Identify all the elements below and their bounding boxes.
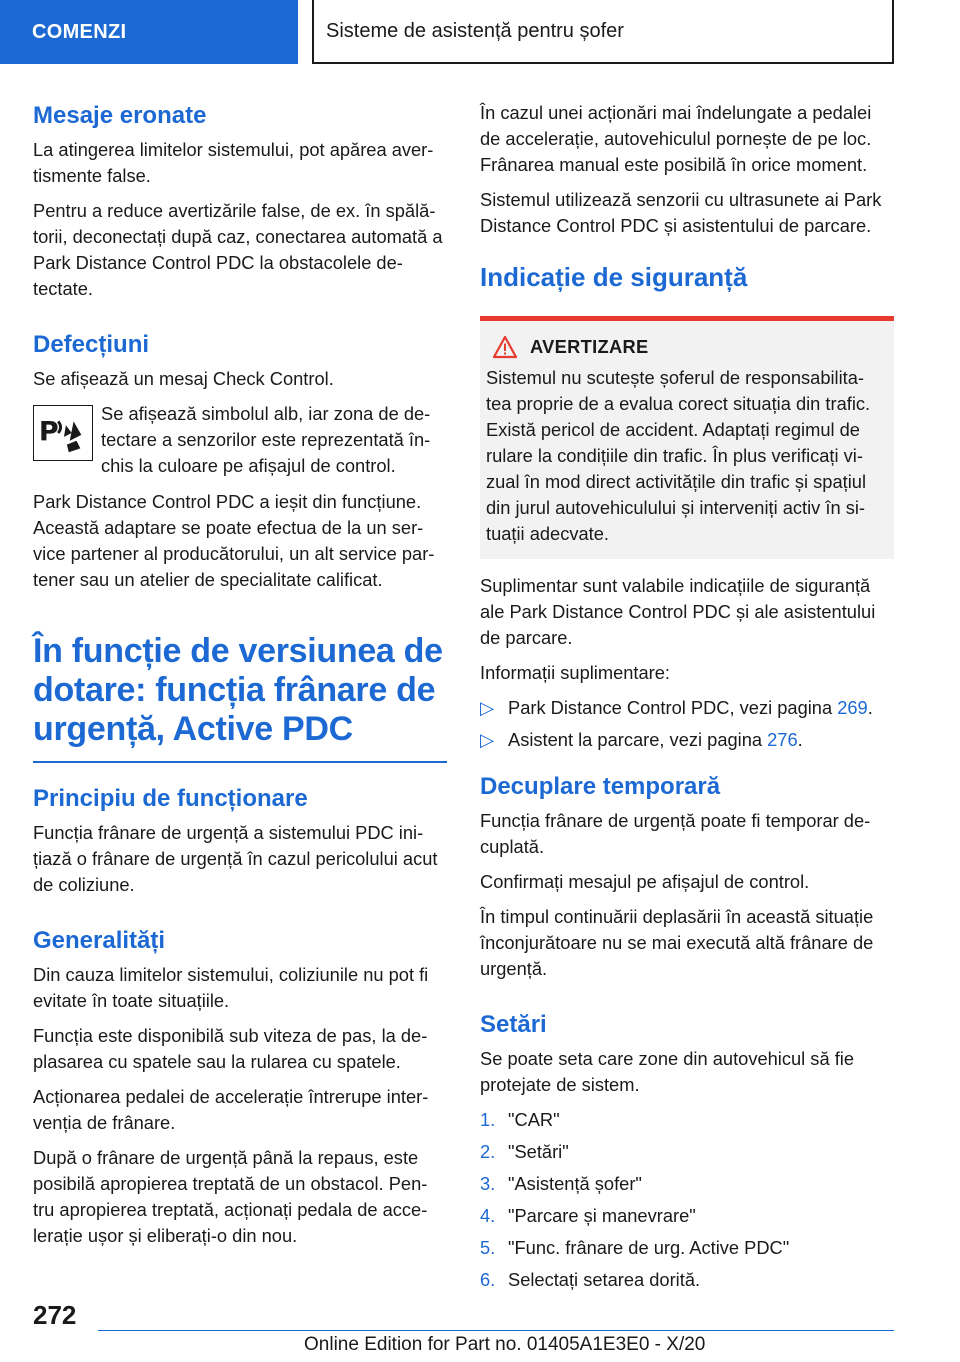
paragraph: În timpul continuării deplasării în această situație înconjurătoare nu se mai execută altă frânare de urgență. <box>480 906 874 979</box>
paragraph: Confirmați mesajul pe afișajul de control. <box>480 871 810 892</box>
heading-generalitati: Generalități <box>33 927 166 954</box>
chapter-title: Sisteme de asistență pentru șofer <box>312 0 894 64</box>
warning-label: AVERTIZARE <box>530 336 649 357</box>
paragraph: Din cauza limitelor sistemului, coliziunile nu pot fi evitate în toate situațiile. <box>33 964 429 1011</box>
list-item: 3. "Asistență șofer" <box>480 1173 642 1194</box>
footer-divider <box>98 1330 894 1331</box>
paragraph: Se afișează simbolul alb, iar zona de de-tectare a senzorilor este reprezentată în-chis la culoare pe afișajul de control. <box>101 403 431 476</box>
paragraph: Park Distance Control PDC a ieșit din funcțiune. Această adaptare se poate efectua de la un ser-vice partener al producătorului, un alt service par-tener sau un atelier de specialitate calificat. <box>33 491 435 590</box>
section-tab: COMENZI <box>0 0 298 64</box>
list-item: 6. Selectați setarea dorită. <box>480 1269 701 1290</box>
svg-text:P: P <box>38 416 59 448</box>
heading-mesaje-eronate: Mesaje eronate <box>33 102 207 129</box>
reference-list <box>480 695 894 753</box>
steps-list <box>480 1107 894 1293</box>
warning-triangle-icon <box>492 335 518 359</box>
paragraph: Acționarea pedalei de accelerație întrerupe inter-venția de frânare. <box>33 1086 429 1133</box>
triangle-right-icon: ▷ <box>480 729 495 750</box>
paragraph: Sistemul utilizează senzorii cu ultrasunete ai Park Distance Control PDC și asistentului de parcare. <box>480 189 882 236</box>
heading-setari: Setări <box>480 1011 547 1038</box>
warning-box <box>480 316 894 559</box>
heading-indicatie-siguranta: Indicație de siguranță <box>480 262 748 292</box>
paragraph: Pentru a reduce avertizările false, de ex. în spălă-torii, deconectați după caz, conectarea automată a Park Distance Control PDC la obstacolele de-tectate. <box>33 200 443 299</box>
paragraph: La atingerea limitelor sistemului, pot apărea aver-tismente false. <box>33 139 434 186</box>
heading-principiu: Principiu de funcționare <box>33 785 308 812</box>
heading-decuplare: Decuplare temporară <box>480 773 721 800</box>
paragraph: Funcția frânare de urgență poate fi temporar de-cuplată. <box>480 810 871 857</box>
paragraph: Informații suplimentare: <box>480 662 670 683</box>
list-item: 4. "Parcare și manevrare" <box>480 1205 696 1226</box>
list-item: 2. "Setări" <box>480 1141 569 1162</box>
heading-defectiuni: Defecțiuni <box>33 331 150 358</box>
warning-header <box>486 335 888 359</box>
page-link-276[interactable]: 276 <box>767 729 798 750</box>
paragraph: Suplimentar sunt valabile indicațiile de siguranță ale Park Distance Control PDC și ale asistentului de parcare. <box>480 575 876 648</box>
park-distance-control-icon <box>33 405 93 461</box>
list-item: 1. "CAR" <box>480 1109 560 1130</box>
page-number: 272 <box>33 1300 77 1330</box>
triangle-right-icon: ▷ <box>480 697 495 718</box>
right-column <box>480 100 894 1305</box>
page-link-269[interactable]: 269 <box>837 697 868 718</box>
paragraph: După o frânare de urgență până la repaus, este posibilă apropierea treptată de un obstacol. Pen-tru apropierea treptată, acționați pedala de acce-lerație ușor și eliberați-o din nou. <box>33 1147 428 1246</box>
heading-main-section: În funcție de versiunea de dotare: funcția frânare de urgență, Active PDC <box>33 632 447 763</box>
footer-edition: Online Edition for Part no. 01405A1E3E0 - X/20 <box>304 1334 706 1355</box>
paragraph: Funcția este disponibilă sub viteza de pas, la de-plasarea cu spatele sau la rularea cu spatele. <box>33 1025 428 1072</box>
list-item: ▷ Park Distance Control PDC, vezi pagina 269. <box>480 695 894 721</box>
paragraph: Funcția frânare de urgență a sistemului PDC ini-țiază o frânare de urgență în cazul pericolului acut de coliziune. <box>33 822 438 895</box>
paragraph: În cazul unei acționări mai îndelungate a pedalei de accelerație, autovehiculul pornește de pe loc. Frânarea manual este posibilă în orice moment. <box>480 102 872 175</box>
paragraph: Se afișează un mesaj Check Control. <box>33 368 334 389</box>
icon-row <box>33 401 447 479</box>
left-column <box>33 100 447 1258</box>
list-item: 5. "Func. frânare de urg. Active PDC" <box>480 1237 790 1258</box>
warning-text: Sistemul nu scutește șoferul de responsabilita-tea proprie de a evalua corect situația din trafic. Există pericol de accident. Adaptați regimul de rulare la condițiile din trafic. În plus verificați vi-zual în mod direct activitățile din trafic și spațiul din jurul autovehiculului și interveniți activ în si-tuații adecvate. <box>486 367 871 544</box>
list-item: ▷ Asistent la parcare, vezi pagina 276. <box>480 727 894 753</box>
paragraph: Se poate seta care zone din autovehicul să fie protejate de sistem. <box>480 1048 854 1095</box>
